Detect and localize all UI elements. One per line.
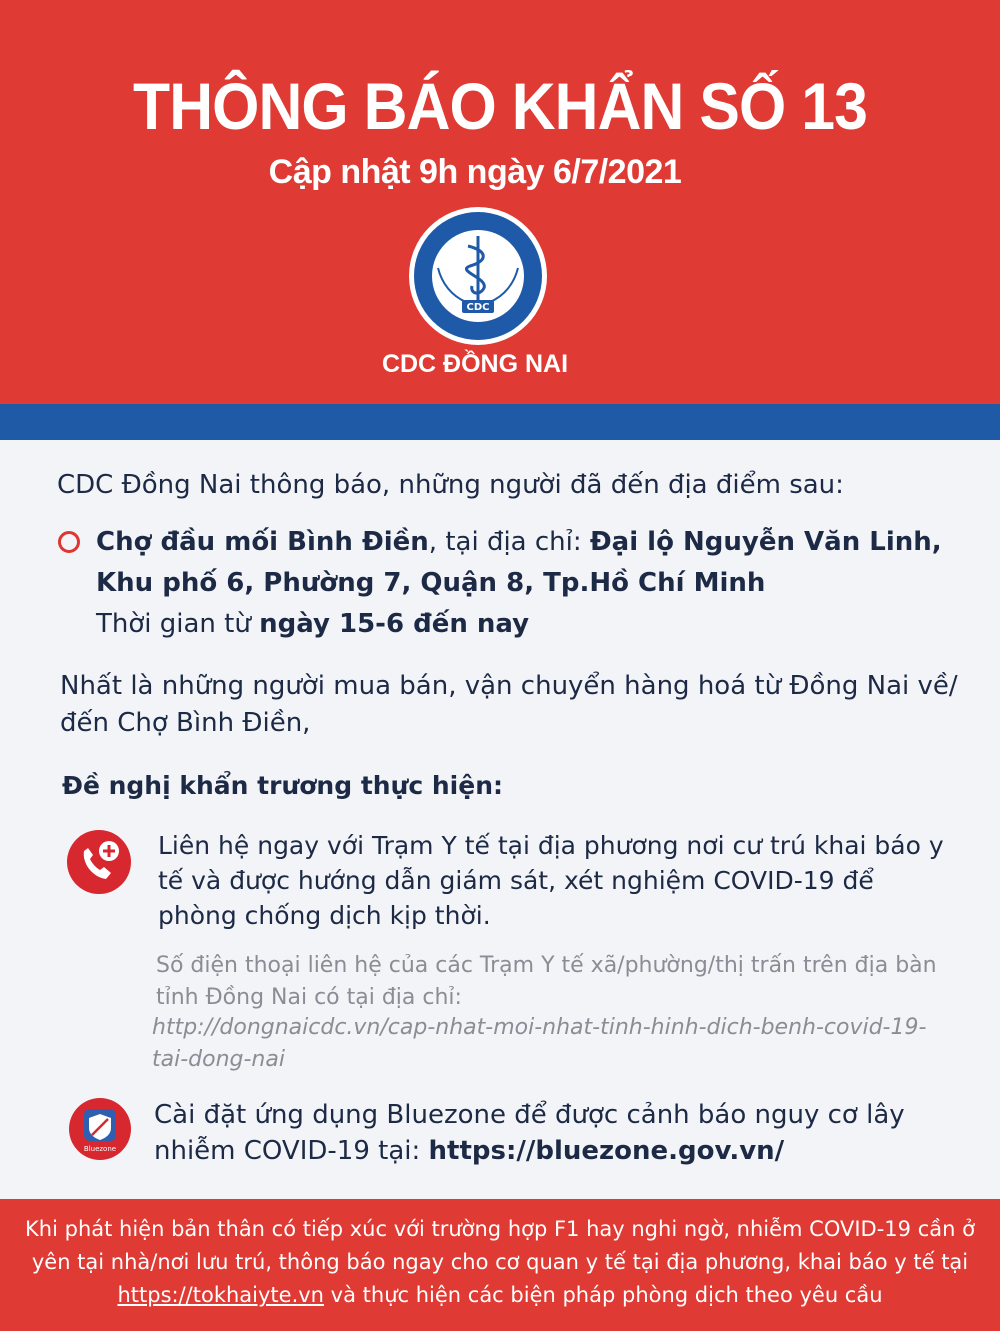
header-banner <box>0 0 1000 404</box>
action-contact-subtext: Số điện thoại liên hệ của các Trạm Y tế xã/phường/thị trấn trên địa bàn tỉnh Đồng Nai có tại địa chỉ: <box>156 953 937 1010</box>
page-title: THÔNG BÁO KHẨN SỐ 13 <box>133 69 867 143</box>
footer-banner <box>0 1199 1000 1331</box>
address-prefix: , tại địa chỉ: <box>428 527 590 557</box>
note-text: Nhất là những người mua bán, vận chuyển hàng hoá từ Đồng Nai về/đến Chợ Bình Điền, <box>60 671 958 738</box>
request-heading: Đề nghị khẩn trương thực hiện: <box>62 771 504 800</box>
action-contact-text: Liên hệ ngay với Trạm Y tế tại địa phương nơi cư trú khai báo y tế và được hướng dẫn giám sát, xét nghiệm COVID-19 để phòng chống dịch kịp thời. <box>158 831 944 930</box>
location-block <box>96 522 956 645</box>
update-subtitle: Cập nhật 9h ngày 6/7/2021 <box>268 153 682 191</box>
intro-text: CDC Đồng Nai thông báo, những người đã đến địa điểm sau: <box>57 470 844 500</box>
dongnaicdc-link[interactable]: http://dongnaicdc.vn/cap-nhat-moi-nhat-tinh-hinh-dich-benh-covid-19-tai-dong-nai <box>152 1015 927 1072</box>
location-address: Đại lộ Nguyễn Văn Linh, Khu phố 6, Phường 7, Quận 8, Tp.Hồ Chí Minh <box>96 527 942 598</box>
phone-plus-icon <box>66 829 132 895</box>
cdc-logo-icon <box>408 206 548 346</box>
time-range: ngày 15-6 đến nay <box>259 609 530 639</box>
bluezone-link[interactable]: https://bluezone.gov.vn/ <box>428 1136 785 1166</box>
action-bluezone-text <box>154 1097 964 1169</box>
footer-text <box>20 1213 980 1312</box>
footer-text-before: Khi phát hiện bản thân có tiếp xúc với trường hợp F1 hay nghi ngờ, nhiễm COVID-19 cần ở yên tại nhà/nơi lưu trú, thông báo ngay cho cơ quan y tế tại địa phương, khai báo y tế tại <box>25 1217 975 1274</box>
bluezone-text: Cài đặt ứng dụng Bluezone để được cảnh báo nguy cơ lây nhiễm COVID-19 tại: <box>154 1100 905 1166</box>
blue-divider-band <box>0 404 1000 440</box>
logo-text: CDC <box>466 302 490 313</box>
location-name: Chợ đầu mối Bình Điền <box>96 527 429 557</box>
footer-text-after: và thực hiện các biện pháp phòng dịch theo yêu cầu <box>324 1283 883 1307</box>
time-prefix: Thời gian từ <box>96 609 260 639</box>
tokhaiyte-link[interactable]: https://tokhaiyte.vn <box>117 1283 324 1307</box>
bullet-ring-icon <box>58 531 80 553</box>
org-name: CDC ĐỒNG NAI <box>381 350 569 378</box>
bluezone-app-icon <box>68 1097 132 1161</box>
bluezone-icon-label: Bluezone <box>83 1145 117 1153</box>
